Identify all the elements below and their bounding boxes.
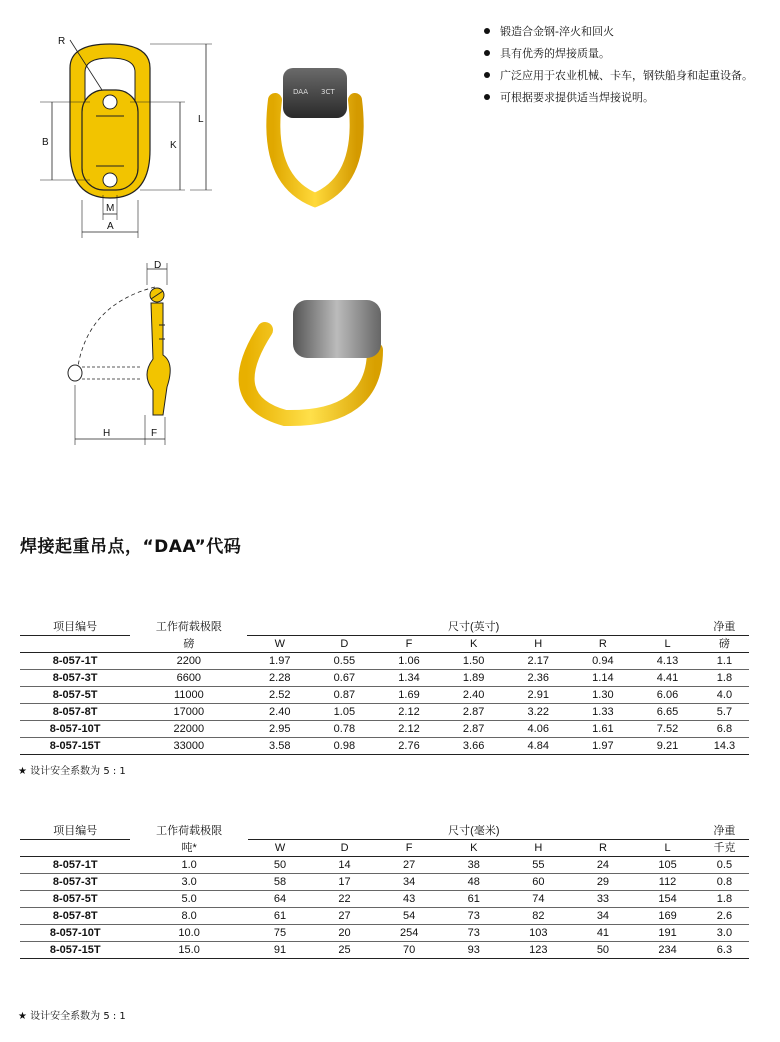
table-cell: 29: [571, 874, 636, 891]
table-cell: 2200: [130, 653, 247, 670]
safety-note: ★ 设计安全系数为 5 : 1: [18, 766, 126, 777]
col-header-load: 工作荷载极限: [155, 620, 222, 633]
unit-load: 磅: [130, 636, 247, 653]
product-photo-2: [225, 290, 395, 440]
table-cell: 17: [312, 874, 377, 891]
table-cell: 11000: [130, 687, 247, 704]
table-cell: 1.8: [700, 670, 749, 687]
table-cell: 1.0: [130, 857, 247, 874]
table-cell: 2.76: [377, 738, 442, 755]
col-header-dims: 尺寸(毫米): [248, 822, 700, 840]
table-cell: 105: [635, 857, 700, 874]
table-cell: 2.40: [247, 704, 312, 721]
table-cell: 33: [571, 891, 636, 908]
table-row: [20, 874, 749, 891]
table-cell: 3.0: [130, 874, 247, 891]
col-header-weight: 净重: [700, 618, 749, 636]
col-dim-f: F: [377, 840, 442, 857]
table-cell: 1.34: [377, 670, 442, 687]
table-cell: 8-057-8T: [20, 704, 130, 721]
label-r: R: [58, 36, 66, 47]
table-cell: 15.0: [130, 942, 247, 959]
feature-item: 广泛应用于农业机械、卡车，钢铁船身和起重设备。: [482, 68, 762, 83]
table-cell: 8-057-15T: [20, 942, 130, 959]
table-cell: 24: [571, 857, 636, 874]
table-cell: 6.06: [635, 687, 700, 704]
table-cell: 3.58: [247, 738, 312, 755]
table-cell: 1.97: [571, 738, 636, 755]
table-cell: 1.97: [247, 653, 312, 670]
table-cell: 2.12: [377, 704, 442, 721]
table-cell: 8-057-1T: [20, 653, 130, 670]
table-cell: 75: [248, 925, 313, 942]
table-row: [20, 687, 749, 704]
table-cell: 33000: [130, 738, 247, 755]
table-cell: 2.87: [441, 721, 506, 738]
label-h: H: [103, 428, 111, 439]
table-cell: 0.94: [571, 653, 636, 670]
table-cell: 1.30: [571, 687, 636, 704]
table-row: [20, 891, 749, 908]
col-dim-d: D: [312, 636, 377, 653]
col-dim-h: H: [506, 840, 571, 857]
table-cell: 8.0: [130, 908, 247, 925]
table-cell: 8-057-10T: [20, 721, 130, 738]
bullet-icon: [484, 50, 490, 56]
label-d: D: [154, 260, 162, 271]
table-cell: 1.06: [377, 653, 442, 670]
feature-item: 锻造合金钢-淬火和回火: [482, 24, 762, 39]
table-cell: 2.17: [506, 653, 571, 670]
table-cell: 43: [377, 891, 442, 908]
col-dim-d: D: [312, 840, 377, 857]
table-cell: 0.98: [312, 738, 377, 755]
bullet-icon: [484, 28, 490, 34]
table-cell: 8-057-5T: [20, 891, 130, 908]
col-dim-k: K: [441, 840, 506, 857]
table-row: [20, 857, 749, 874]
front-view-drawing: [30, 30, 220, 245]
table-cell: 74: [506, 891, 571, 908]
blank-cell: [20, 636, 130, 653]
table-cell: 61: [248, 908, 313, 925]
table-cell: 64: [248, 891, 313, 908]
pin-hole-bottom: [103, 173, 117, 187]
col-header-code: 项目编号: [20, 618, 130, 636]
bullet-icon: [484, 72, 490, 78]
spec-table-imperial: [20, 618, 749, 755]
table-cell: 0.67: [312, 670, 377, 687]
table-cell: 27: [312, 908, 377, 925]
table-cell: 48: [441, 874, 506, 891]
table-cell: 5.7: [700, 704, 749, 721]
col-dim-w: W: [247, 636, 312, 653]
table-row: [20, 738, 749, 755]
table-cell: 4.0: [700, 687, 749, 704]
table-cell: 0.78: [312, 721, 377, 738]
col-dim-k: K: [441, 636, 506, 653]
table-cell: 14.3: [700, 738, 749, 755]
label-m: M: [106, 203, 115, 214]
table-cell: 3.0: [700, 925, 749, 942]
table-cell: 1.33: [571, 704, 636, 721]
table-cell: 254: [377, 925, 442, 942]
spec-table-metric: [20, 822, 749, 959]
table-cell: 8-057-5T: [20, 687, 130, 704]
col-dim-l: L: [635, 636, 700, 653]
col-dim-w: W: [248, 840, 313, 857]
table-cell: 8-057-1T: [20, 857, 130, 874]
table-cell: 93: [441, 942, 506, 959]
table-cell: 3.22: [506, 704, 571, 721]
table-cell: 1.61: [571, 721, 636, 738]
table-cell: 20: [312, 925, 377, 942]
unit-weight: 磅: [700, 636, 749, 653]
section-title: 焊接起重吊点，“DAA”代码: [20, 537, 242, 557]
table-cell: 191: [635, 925, 700, 942]
table-cell: 4.84: [506, 738, 571, 755]
label-b: B: [42, 137, 49, 148]
label-k: K: [170, 140, 177, 151]
table-cell: 169: [635, 908, 700, 925]
table-cell: 22: [312, 891, 377, 908]
table-cell: 58: [248, 874, 313, 891]
table-row: [20, 721, 749, 738]
blank-cell: [20, 840, 130, 857]
table-row: [20, 653, 749, 670]
table-cell: 91: [248, 942, 313, 959]
table-cell: 103: [506, 925, 571, 942]
bullet-icon: [484, 94, 490, 100]
table-cell: 6600: [130, 670, 247, 687]
table-cell: 8-057-15T: [20, 738, 130, 755]
table-cell: 3.66: [441, 738, 506, 755]
table-cell: 6.8: [700, 721, 749, 738]
col-dim-r: R: [571, 636, 636, 653]
table-cell: 1.14: [571, 670, 636, 687]
safety-note-2: ★ 设计安全系数为 5 : 1: [18, 1011, 126, 1022]
table-cell: 73: [441, 908, 506, 925]
table-cell: 1.69: [377, 687, 442, 704]
table-cell: 8-057-3T: [20, 670, 130, 687]
table-cell: 14: [312, 857, 377, 874]
table-cell: 234: [635, 942, 700, 959]
table-cell: 8-057-8T: [20, 908, 130, 925]
table-cell: 1.8: [700, 891, 749, 908]
product-photo-1: [255, 60, 375, 210]
table-cell: 38: [441, 857, 506, 874]
table-cell: 112: [635, 874, 700, 891]
table-cell: 1.1: [700, 653, 749, 670]
table-cell: 8-057-3T: [20, 874, 130, 891]
table-cell: 73: [441, 925, 506, 942]
table-cell: 8-057-10T: [20, 925, 130, 942]
table-cell: 2.40: [441, 687, 506, 704]
unit-weight: 千克: [700, 840, 749, 857]
table-cell: 60: [506, 874, 571, 891]
table-cell: 123: [506, 942, 571, 959]
table-cell: 2.87: [441, 704, 506, 721]
table-cell: 70: [377, 942, 442, 959]
table-cell: 154: [635, 891, 700, 908]
table-row: [20, 925, 749, 942]
table-cell: 2.36: [506, 670, 571, 687]
table-cell: 6.3: [700, 942, 749, 959]
table-cell: 61: [441, 891, 506, 908]
table-cell: 34: [571, 908, 636, 925]
table-cell: 0.87: [312, 687, 377, 704]
table-cell: 4.41: [635, 670, 700, 687]
table-cell: 2.12: [377, 721, 442, 738]
table-cell: 17000: [130, 704, 247, 721]
table-cell: 34: [377, 874, 442, 891]
label-a: A: [107, 221, 114, 232]
table-cell: 2.6: [700, 908, 749, 925]
table-cell: 2.52: [247, 687, 312, 704]
table-cell: 50: [571, 942, 636, 959]
table-cell: 54: [377, 908, 442, 925]
table-cell: 4.06: [506, 721, 571, 738]
col-dim-l: L: [635, 840, 700, 857]
col-dim-r: R: [571, 840, 636, 857]
col-dim-h: H: [506, 636, 571, 653]
table-cell: 10.0: [130, 925, 247, 942]
table-cell: 0.55: [312, 653, 377, 670]
table-cell: 22000: [130, 721, 247, 738]
col-header-code: 项目编号: [20, 822, 130, 840]
feature-list: [482, 24, 762, 112]
table-cell: 7.52: [635, 721, 700, 738]
table-cell: 2.28: [247, 670, 312, 687]
table-cell: 0.8: [700, 874, 749, 891]
table-cell: 6.65: [635, 704, 700, 721]
feature-item: 具有优秀的焊接质量。: [482, 46, 762, 61]
table-cell: 0.5: [700, 857, 749, 874]
table-row: [20, 704, 749, 721]
table-cell: 1.89: [441, 670, 506, 687]
table-cell: 50: [248, 857, 313, 874]
col-header-weight: 净重: [700, 822, 749, 840]
table-cell: 1.05: [312, 704, 377, 721]
table-row: [20, 670, 749, 687]
pin-hole-top: [103, 95, 117, 109]
table-cell: 82: [506, 908, 571, 925]
table-row: [20, 908, 749, 925]
stamp-text-2: 3CT: [321, 88, 335, 96]
table-cell: 55: [506, 857, 571, 874]
feature-item: 可根据要求提供适当焊接说明。: [482, 90, 762, 105]
table-cell: 9.21: [635, 738, 700, 755]
label-l: L: [198, 114, 204, 125]
table-cell: 5.0: [130, 891, 247, 908]
table-cell: 41: [571, 925, 636, 942]
label-f: F: [151, 428, 158, 439]
table-cell: 25: [312, 942, 377, 959]
unit-load: 吨*: [130, 840, 247, 857]
stamp-text: DAA: [293, 88, 309, 96]
side-view-drawing: [55, 255, 195, 455]
col-dim-f: F: [377, 636, 442, 653]
table-cell: 2.91: [506, 687, 571, 704]
table-cell: 1.50: [441, 653, 506, 670]
col-header-dims: 尺寸(英寸): [247, 618, 699, 636]
table-cell: 4.13: [635, 653, 700, 670]
table-row: [20, 942, 749, 959]
table-cell: 27: [377, 857, 442, 874]
table-cell: 2.95: [247, 721, 312, 738]
col-header-load: 工作荷载极限: [156, 824, 223, 837]
